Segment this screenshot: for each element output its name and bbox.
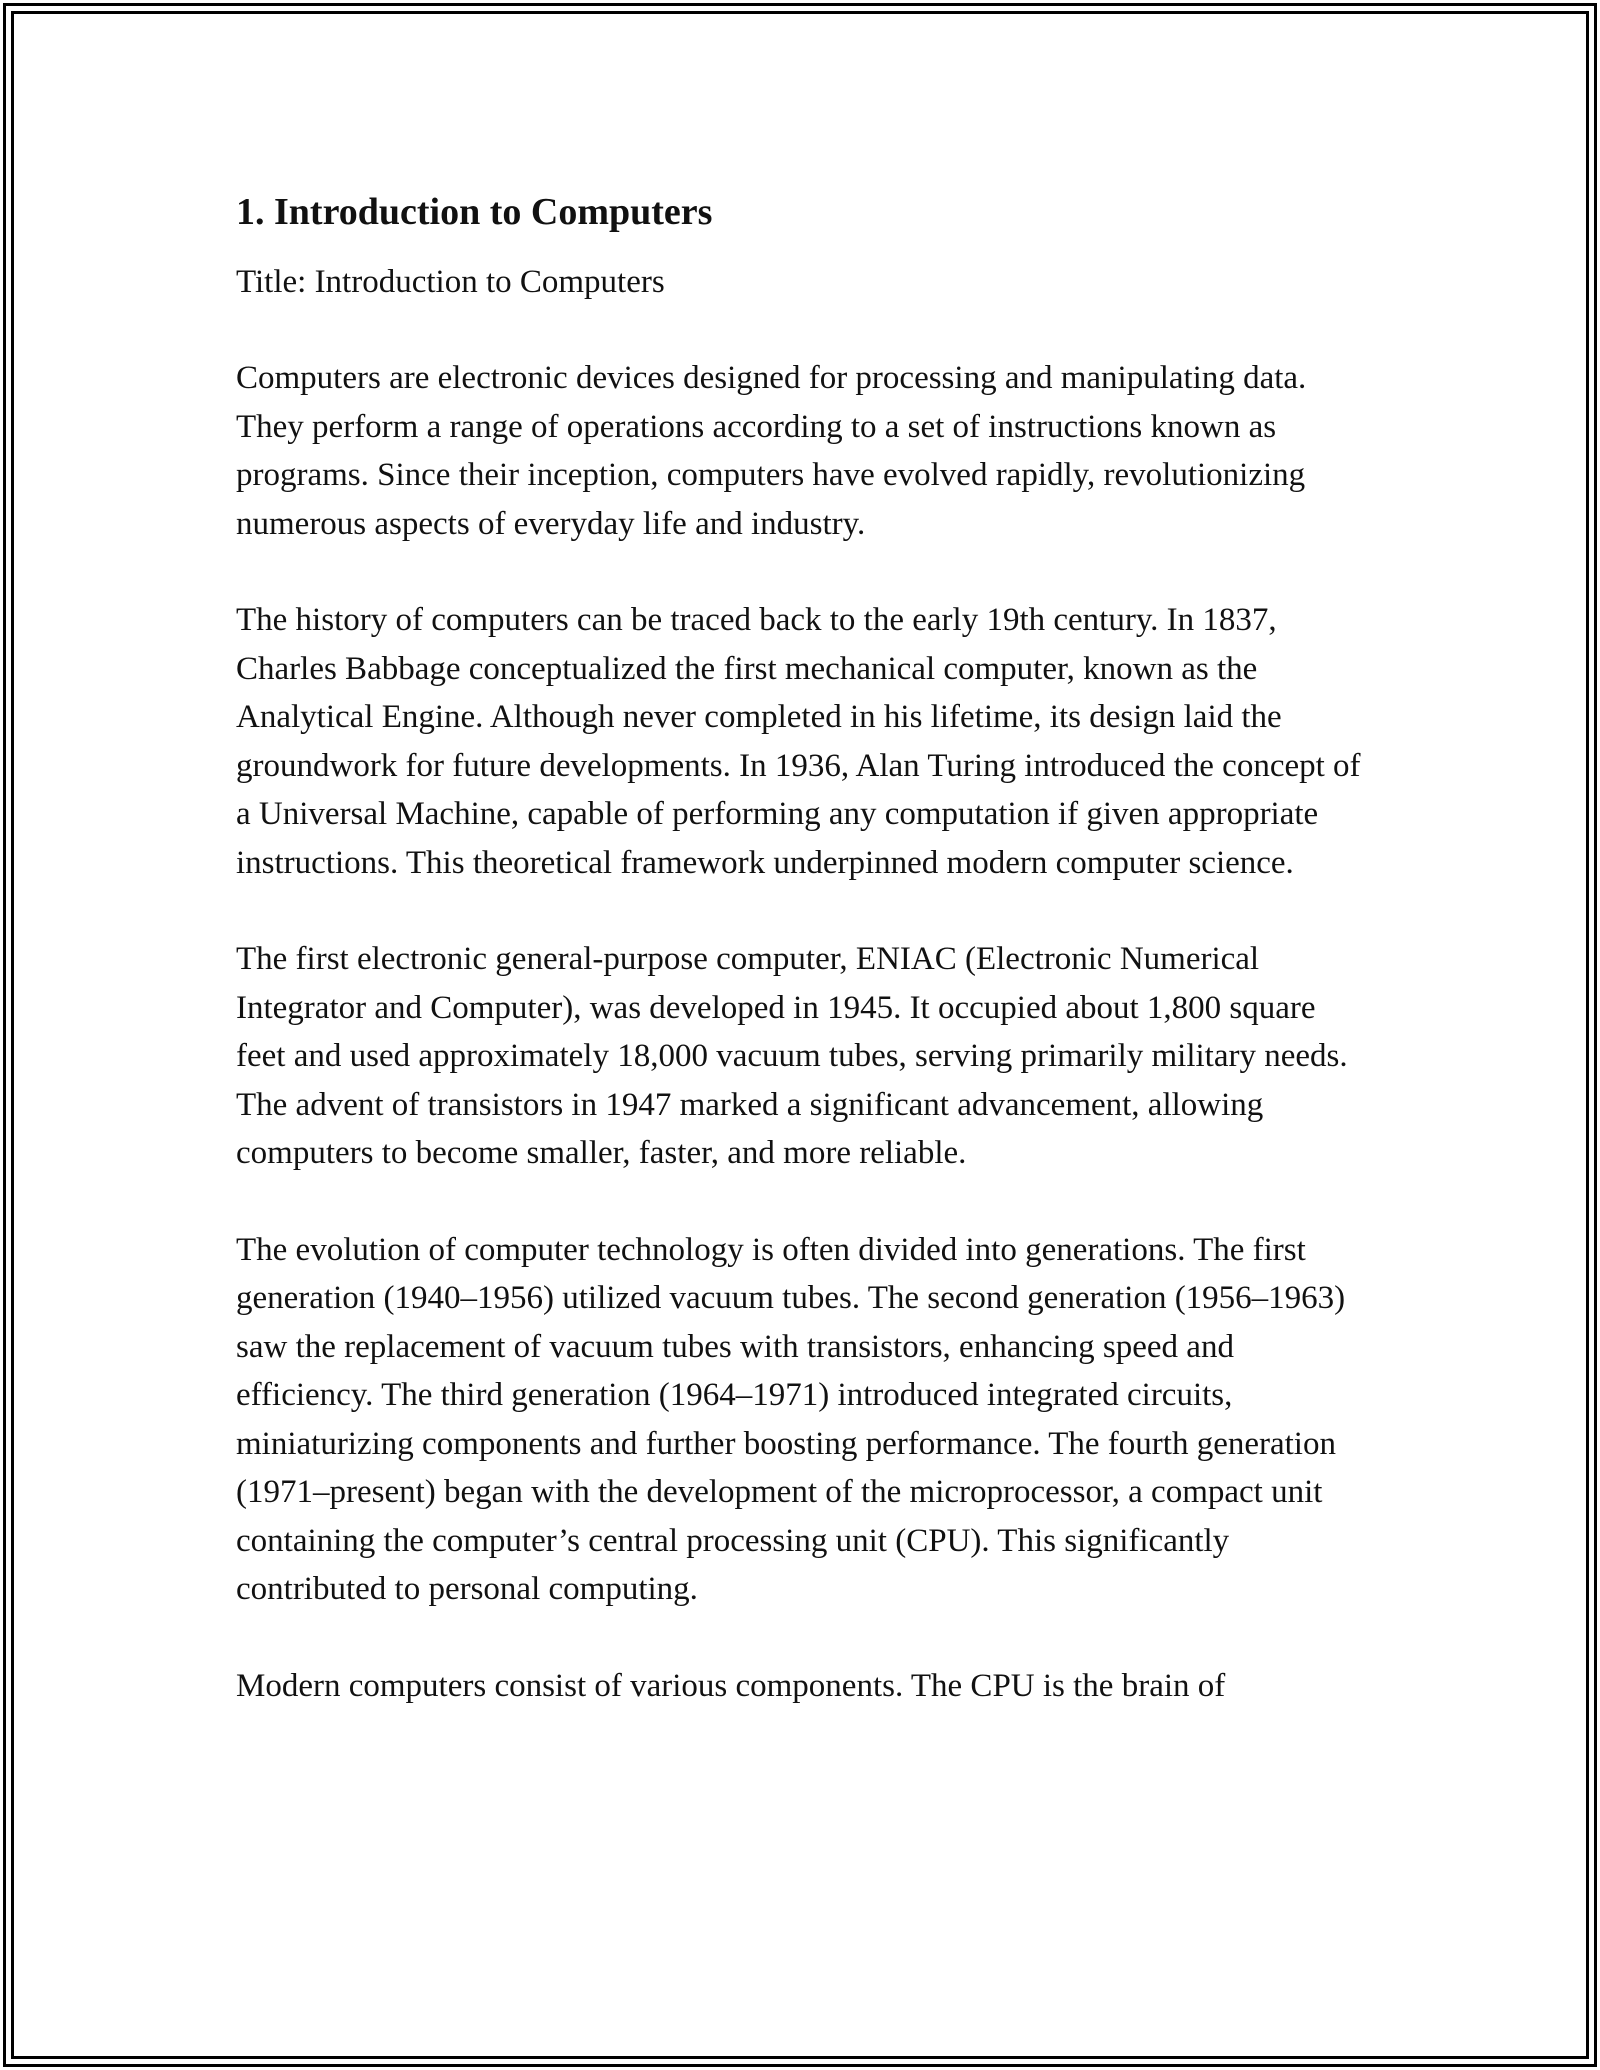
paragraph-4: The evolution of computer technology is often divided into generations. The first generation (1940–1956) utilized vacuum tubes. The second generation (1956–1963) saw the replacement of vacuum tubes with transistors, enhancing speed and efficiency. The third generation (1964–1971) introduced integrated circuits, miniaturizing components and further boosting performance. The fourth generation (1971–present) began with the development of the microprocessor, a compact unit containing the computer’s central processing unit (CPU). This significantly contributed to personal computing. [236,1231,1346,1607]
paragraph-1: Computers are electronic devices designed for processing and manipulating data. They perform a range of operations according to a set of instructions known as programs. Since their inception, computers have evolved rapidly, revolutionizing numerous aspects of everyday life and industry. [236,360,1307,542]
paragraph-3: The first electronic general-purpose computer, ENIAC (Electronic Numerical Integrator and Computer), was developed in 1945. It occupied about 1,800 square feet and used approximately 18,000 vacuum tubes, serving primarily military needs. The advent of transistors in 1947 marked a significant advancement, allowing computers to become smaller, faster, and more reliable. [236,941,1348,1171]
paragraph-2: The history of computers can be traced back to the early 19th century. In 1837, Charles Babbage conceptualized the first mechanical computer, known as the Analytical Engine. Although never completed in his lifetime, its design laid the groundwork for future developments. In 1936, Alan Turing introduced the concept of a Universal Machine, capable of performing any computation if given appropriate instructions. This theoretical framework underpinned modern computer science. [236,602,1361,881]
document-body [236,186,1366,1710]
paragraph-5: Modern computers consist of various components. The CPU is the brain of [236,1667,1226,1704]
section-heading: 1. Introduction to Computers [236,191,713,233]
document-title-line: Title: Introduction to Computers [236,264,665,300]
